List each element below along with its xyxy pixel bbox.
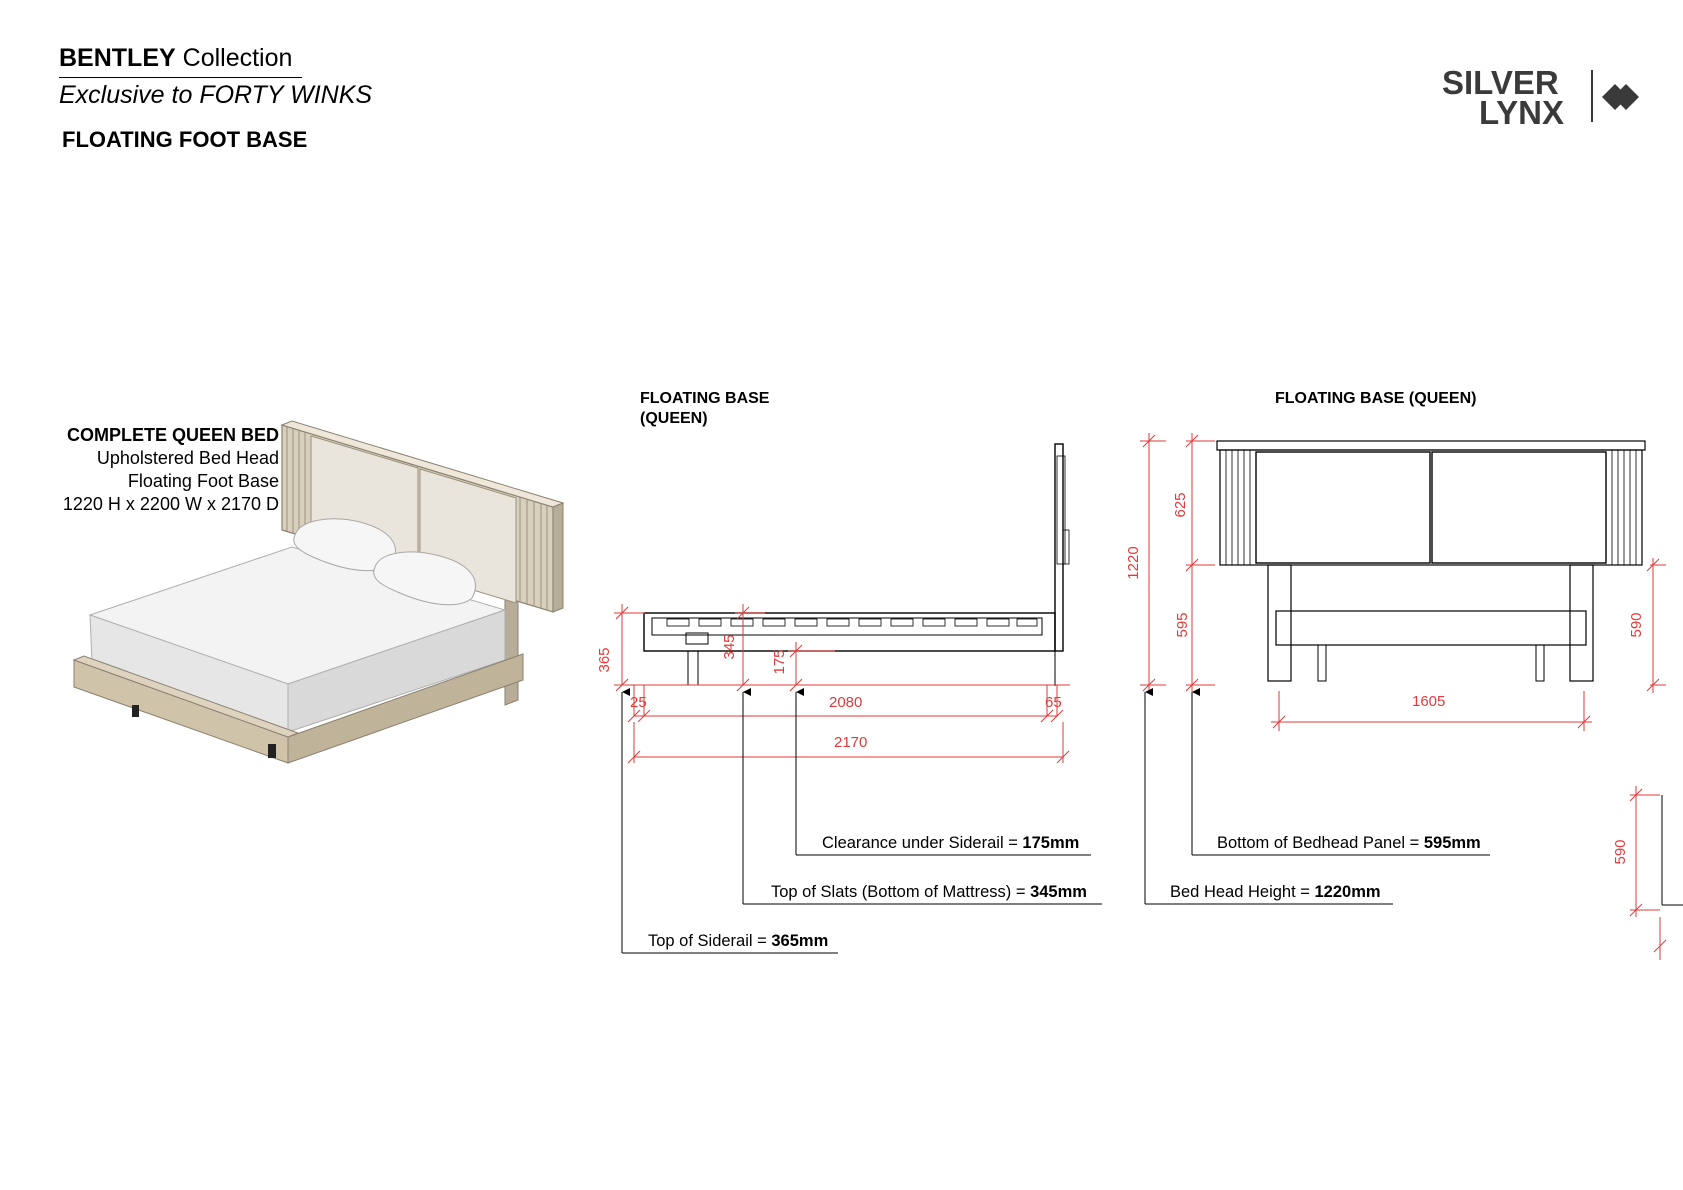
spec-line-3: 1220 H x 2200 W x 2170 D [62, 494, 279, 514]
side-view-title-line-2: (QUEEN) [640, 410, 708, 427]
slat-row [667, 619, 1037, 626]
callout-slats: Top of Slats (Bottom of Mattress) = 345mm [771, 883, 1087, 901]
silver-lynx-logo [1442, 64, 1639, 131]
dim-1220: 1220 [1125, 546, 1142, 580]
dim-345: 345 [721, 634, 738, 660]
dim-175: 175 [771, 649, 788, 675]
dim-590-detail: 590 [1612, 839, 1629, 865]
dim-65: 65 [1045, 694, 1062, 711]
side-view-title-line-1: FLOATING BASE [640, 390, 770, 407]
dim-595: 595 [1174, 612, 1191, 638]
bed-illustration [74, 421, 563, 763]
diamond-chevron-icon [1602, 84, 1639, 110]
dim-25: 25 [630, 694, 647, 711]
brand-name: BENTLEY [59, 44, 176, 72]
side-view [596, 390, 1102, 953]
product-title: FLOATING FOOT BASE [62, 127, 308, 152]
collection-label: Collection [182, 44, 293, 72]
front-view-title: FLOATING BASE (QUEEN) [1275, 390, 1477, 407]
logo-line-2: LYNX [1479, 94, 1564, 131]
spec-title: COMPLETE QUEEN BED [66, 425, 279, 445]
dim-2080: 2080 [829, 694, 863, 711]
callout-panel-bottom: Bottom of Bedhead Panel = 595mm [1217, 834, 1481, 852]
callout-clearance: Clearance under Siderail = 175mm [822, 834, 1080, 852]
dim-1605: 1605 [1412, 693, 1446, 710]
logo-line-1: SILVER [1442, 64, 1559, 101]
dim-590-side: 590 [1628, 612, 1645, 638]
dim-625: 625 [1172, 492, 1189, 518]
front-view [1125, 390, 1683, 960]
callout-head-height: Bed Head Height = 1220mm [1170, 883, 1381, 901]
dim-2170: 2170 [834, 734, 868, 751]
callout-siderail: Top of Siderail = 365mm [648, 932, 829, 950]
spec-line-1: Upholstered Bed Head [96, 448, 279, 468]
spec-line-2: Floating Foot Base [127, 471, 279, 491]
exclusive-subtitle: Exclusive to FORTY WINKS [59, 81, 373, 109]
dim-365: 365 [596, 647, 613, 673]
